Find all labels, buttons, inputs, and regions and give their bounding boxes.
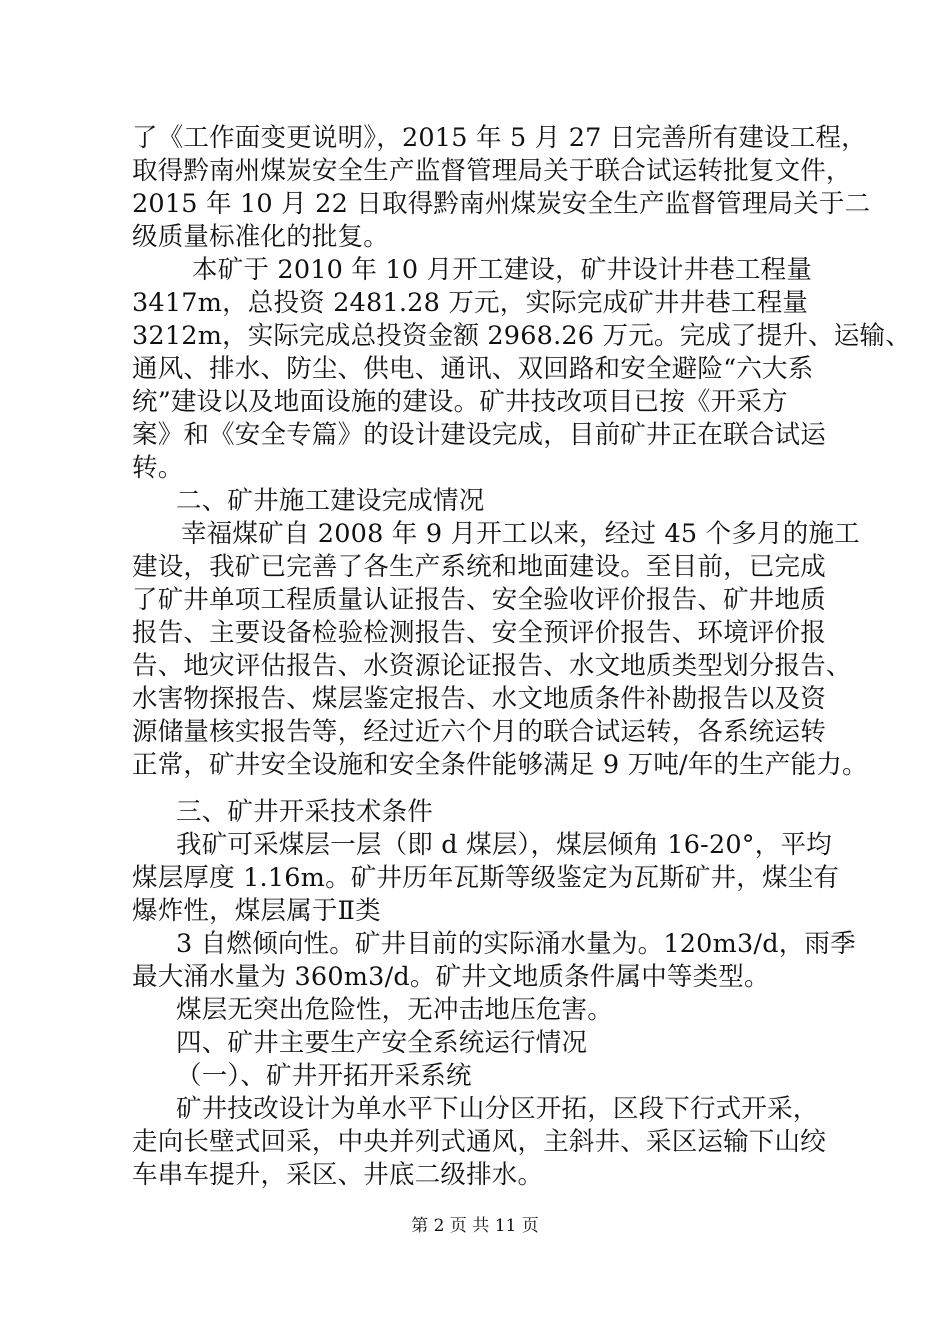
text-line-3: 2015 年 10 月 22 日取得黔南州煤炭安全生产监督管理局关于二 bbox=[132, 189, 871, 219]
text-line-25: 3 自燃倾向性。矿井目前的实际涌水量为。120m3/d，雨季 bbox=[176, 929, 856, 959]
text-line-16: 报告、主要设备检验检测报告、安全预评价报告、环境评价报 bbox=[132, 618, 826, 648]
text-line-23: 煤层厚度 1.16m。矿井历年瓦斯等级鉴定为瓦斯矿井，煤尘有 bbox=[132, 863, 840, 893]
text-line-27: 煤层无突出危险性，无冲击地压危害。 bbox=[176, 995, 613, 1025]
text-line-7: 3212m，实际完成总投资金额 2968.26 万元。完成了提升、运输、 bbox=[132, 321, 911, 351]
text-line-22: 我矿可采煤层一层（即 d 煤层），煤层倾角 16-20°，平均 bbox=[176, 830, 832, 860]
text-line-30: 矿井技改设计为单水平下山分区开拓，区段下行式开采， bbox=[176, 1094, 819, 1124]
text-line-15: 了矿井单项工程质量认证报告、安全验收评价报告、矿井地质 bbox=[132, 585, 826, 615]
text-line-18: 水害物探报告、煤层鉴定报告、水文地质条件补勘报告以及资 bbox=[132, 684, 826, 714]
section-heading-2: 二、矿井施工建设完成情况 bbox=[176, 486, 485, 516]
subsection-heading-1: （一）、矿井开拓开采系统 bbox=[176, 1061, 472, 1091]
text-line-10: 案》和《安全专篇》的设计建设完成，目前矿井正在联合试运 bbox=[132, 420, 826, 450]
text-line-19: 源储量核实报告等，经过近六个月的联合试运转，各系统运转 bbox=[132, 717, 826, 747]
text-line-20: 正常，矿井安全设施和安全条件能够满足 9 万吨/年的生产能力。 bbox=[132, 750, 868, 780]
text-line-9: 统”建设以及地面设施的建设。矿井技改项目已按《开采方 bbox=[132, 387, 788, 417]
text-line-5: 本矿于 2010 年 10 月开工建设，矿井设计井巷工程量 bbox=[192, 255, 813, 285]
text-line-26: 最大涌水量为 360m3/d。矿井文地质条件属中等类型。 bbox=[132, 962, 770, 992]
text-line-17: 告、地灾评估报告、水资源论证报告、水文地质类型划分报告、 bbox=[132, 651, 852, 681]
page-footer: 第 2 页 共 11 页 bbox=[411, 1216, 539, 1236]
text-line-8: 通风、排水、防尘、供电、通讯、双回路和安全避险“六大系 bbox=[132, 354, 814, 384]
text-line-2: 取得黔南州煤炭安全生产监督管理局关于联合试运转批复文件， bbox=[132, 156, 852, 186]
text-line-1: 了《工作面变更说明》，2015 年 5 月 27 日完善所有建设工程， bbox=[132, 123, 867, 153]
text-line-14: 建设，我矿已完善了各生产系统和地面建设。至目前，已完成 bbox=[132, 552, 826, 582]
text-line-6: 3417m，总投资 2481.28 万元，实际完成矿井井巷工程量 bbox=[132, 288, 809, 318]
section-heading-4: 四、矿井主要生产安全系统运行情况 bbox=[176, 1028, 588, 1058]
text-line-11: 转。 bbox=[132, 453, 184, 483]
text-line-4: 级质量标准化的批复。 bbox=[132, 222, 390, 252]
text-line-32: 车串车提升，采区、井底二级排水。 bbox=[132, 1160, 544, 1190]
section-heading-3: 三、矿井开采技术条件 bbox=[176, 797, 434, 827]
text-line-31: 走向长壁式回采，中央并列式通风，主斜井、采区运输下山绞 bbox=[132, 1127, 826, 1157]
text-line-24: 爆炸性，煤层属于Ⅱ类 bbox=[132, 896, 381, 926]
text-line-13: 幸福煤矿自 2008 年 9 月开工以来，经过 45 个多月的施工 bbox=[181, 519, 860, 549]
